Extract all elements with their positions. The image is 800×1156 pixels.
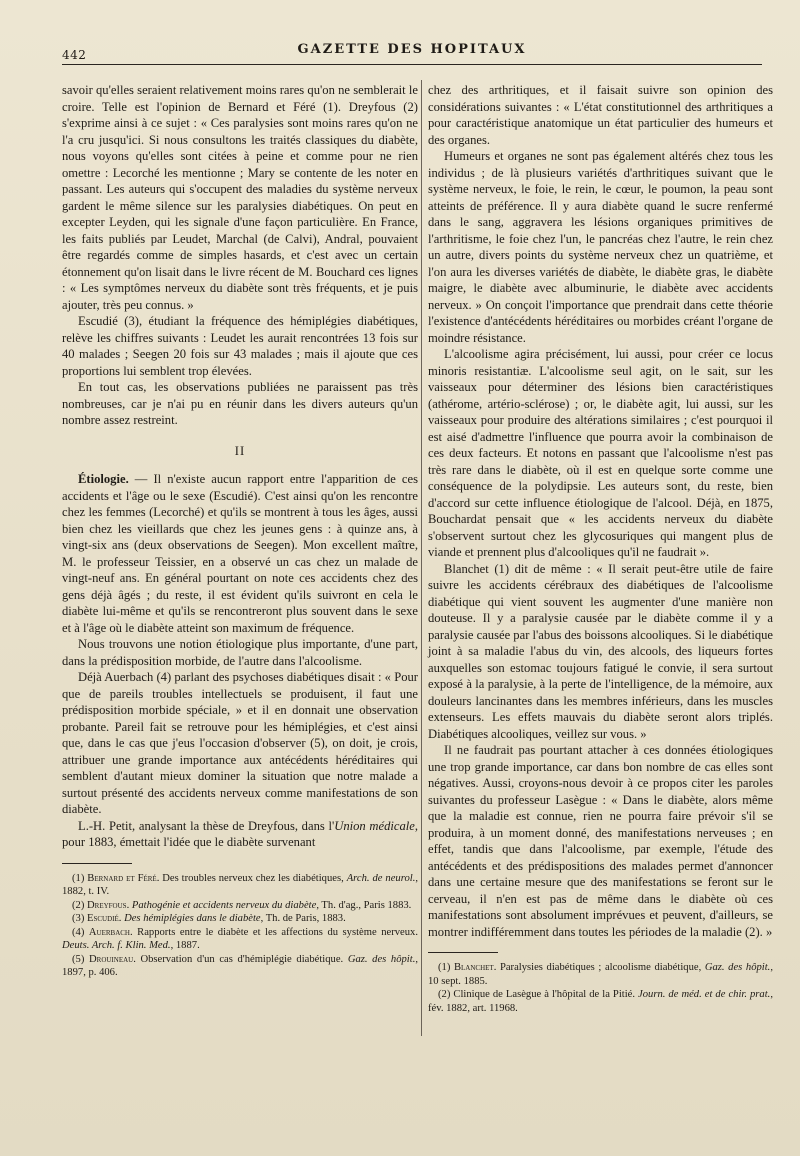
footnote: (5) Drouineau. Observation d'un cas d'hémiplégie diabétique. Gaz. des hôpit., 1897, p. 406. bbox=[62, 953, 418, 978]
section-heading: Étiologie. bbox=[78, 472, 129, 486]
paragraph bbox=[62, 471, 418, 636]
column-divider bbox=[421, 80, 422, 1036]
footnotes bbox=[62, 872, 418, 980]
journal-title: GAZETTE DES HOPITAUX bbox=[297, 42, 527, 57]
paragraph: Blanchet (1) dit de même : « Il serait peut-être utile de faire suivre les accidents cérébraux des diabétiques de l'alcoolisme diabétique qui vient souvent les augmenter d'une manière non douteuse. Il y a paralysie causée par le diabète comme il y a paralysie causée par l'abus des boissons alcooliques. Si le diabétique joint à sa maladie l'abus du vin, des alcools, des liqueurs fortes auxquelles son estomac toujours fatigué le convie, il sera surtout exposé à la paralysie, à la perte de l'intelligence, de la mémoire, aux douleurs lancinantes dans les membres inférieurs, dans les muscles extenseurs. Les effets mauvais du diabète seront alors triplés. Diabétiques alcooliques, veillez sur vous. » bbox=[428, 561, 774, 741]
paragraph: Escudié (3), étudiant la fréquence des hémiplégies diabétiques, relève les chiffres suivants : Leudet les aurait rencontrées 13 fois sur 40 malades ; Seegen 20 fois sur 43 malades ; mais il ajoute que ces proportions lui semblent trop élevées. bbox=[62, 314, 418, 378]
paragraph: Nous trouvons une notion étiologique plus importante, d'une part, dans la prédisposition morbide, de l'autre dans l'alcoolisme. bbox=[62, 637, 418, 668]
paragraph: L'alcoolisme agira précisément, lui aussi, pour créer ce locus minoris resistantiæ. L'alcoolisme seul agit, on le sait, sur les vaisseaux pour déterminer des lésions bien caractéristiques (athérome, artério-sclérose) ; or, le diabète agit, lui aussi, sur les vaisseaux pour produire des altérations similaires ; c'est pourquoi il est aisé d'admettre l'influence que pourra avoir la combinaison de ces deux facteurs. Et notons en passant que l'alcoolisme n'est pas très rare dans le diabète, où il est en quelque sorte comme une conséquence de la polydipsie. Les auteurs sont, du reste, bien d'accord sur cette influence étiologique de l'alcool. Déjà, en 1875, Bouchardat pensait que « les accidents nerveux du diabète s'observent surtout chez les glycosuriques qui mangent plus de viande et prennent plus d'alcooliques qu'il ne faudrait ». bbox=[428, 347, 773, 559]
footnote: (2) Clinique de Lasègue à l'hôpital de la Pitié. Journ. de méd. et de chir. prat., fév. 1882, art. 11968. bbox=[428, 989, 773, 1014]
page-header bbox=[62, 40, 762, 65]
right-column bbox=[428, 82, 773, 1136]
footnote: (3) Escudié. Des hémiplégies dans le diabète, Th. de Paris, 1883. bbox=[72, 913, 346, 924]
footnotes bbox=[428, 961, 773, 1015]
paragraph: Il ne faudrait pas pourtant attacher à ces données étiologiques une trop grande importance, car dans bon nombre de cas elles sont négatives. Aussi, croyons-nous devoir à ce propos citer les paroles suivantes du professeur Lasègue : « Dans le diabète, alors même que la maladie est connue, rien ne pourra faire prévoir s'il se produira, à un moment donné, des manifestations nerveuses ; en effet, tandis que dans l'alcoolisme, par exemple, l'étude des antécédents et des prédispositions des malades permet d'annoncer dans une certaine mesure que des manifestations se feront sur le cerveau, il n'en est pas de même dans le diabète où ces manifestations sont absolument imprévues et peuvent, d'ailleurs, se montrer indifféremment dans toutes les périodes de la maladie (2). » bbox=[428, 743, 773, 939]
paragraph-text: L.-H. Petit, analysant la thèse de Dreyfous, dans l' bbox=[78, 818, 335, 833]
footnote-separator bbox=[62, 863, 132, 864]
footnote: (4) Auerbach. Rapports entre le diabète et les affections du système nerveux. Deuts. Arch. f. Klin. Med., 1887. bbox=[62, 926, 418, 951]
footnote: (2) Dreyfous. Pathogénie et accidents nerveux du diabète, Th. d'ag., Paris 1883. bbox=[72, 899, 412, 911]
journal-reference: Union médicale bbox=[334, 818, 415, 833]
paragraph-text: — Il n'existe aucun rapport entre l'apparition de ces accidents et l'âge ou le sexe (Escudié). C'est ainsi qu'on les rencontre chez les femmes (Lecorché) et qu'ils se montrent à tous les âges, aussi bien chez les vieillards que chez les jeunes gens : à quinze ans, à vingt-six ans (deux observations de Seegen). Mon excellent maître, M. le professeur Teissier, en a observé un cas chez un malade de vingt-neuf ans. En général pourtant on note ces accidents chez des gens déjà âgés ; du reste, il est évident qu'ils suivront en cela le diabète lui-même et qu'ils se rencontreront plus souvent dans le sexe et à l'âge où le diabète atteint son maximum de fréquence. bbox=[62, 472, 418, 635]
section-number: II bbox=[234, 443, 246, 458]
paragraph-text: , pour 1883, émettait l'idée que le diabète survenant bbox=[62, 818, 418, 849]
paragraph: En tout cas, les observations publiées ne paraissent pas très nombreuses, car je n'ai pu en réunir dans les divers auteurs qu'un nombre assez restreint. bbox=[62, 380, 418, 427]
footnote-separator bbox=[428, 952, 498, 953]
footnote: (1) Blanchet. Paralysies diabétiques ; alcoolisme diabétique, Gaz. des hôpit., 10 sept. 1885. bbox=[428, 962, 773, 987]
paragraph bbox=[62, 818, 418, 851]
footnote: (1) Bernard et Féré. Des troubles nerveux chez les diabétiques, Arch. de neurol., 1882, t. IV. bbox=[62, 872, 418, 897]
paragraph: Déjà Auerbach (4) parlant des psychoses diabétiques disait : « Pour que de pareils troubles intellectuels se produisent, il faut une prédisposition morbide spéciale, » et il en donnait une observation probante. Pareil fait se retrouve pour les hémiplégies, et c'est ainsi que, dans le cas que j'eus l'occasion d'observer (5), on doit, je crois, attribuer une grande importance aux antécédents héréditaires qui semblent d'autant mieux dominer la situation que notre malade a surtout présenté des accidents nerveux comme manifestations de son diabète. bbox=[62, 670, 418, 816]
left-column bbox=[62, 82, 418, 1136]
paragraph: Humeurs et organes ne sont pas également altérés chez tous les individus ; de là plusieurs variétés d'arthritiques suivant que le système nerveux, le foie, le rein, le cœur, le poumon, la peau sont atteints de préférence. Il y aura diabète quand le sucre renfermé dans le sang, aggravera les lésions organiques primitives de l'arthritisme, le foie chez l'un, le pancréas chez l'autre, le rein chez un autre, divers points du système nerveux chez un quatrième, et l'on aura les diverses variétés de diabète, le diabète gras, le diabète maigre, le diabète avec albuminurie, le diabète avec accidents nerveux. » On conçoit l'importance que prendrait dans cette théorie l'existence d'antécédents héréditaires ou morbides créant l'organe de moindre résistance. bbox=[428, 149, 773, 345]
page-number: 442 bbox=[62, 48, 87, 62]
paragraph: savoir qu'elles seraient relativement moins rares qu'on ne semblerait le croire. Telle est l'opinion de Bernard et Féré (1). Dreyfous (2) s'exprime ainsi à ce sujet : « Ces paralysies sont moins rares qu'on ne l'a cru jusqu'ici. Si nous consultons les traités classiques du diabète, nous voyons qu'elles sont citées à peine et comme pour ne rien omettre : Lecorché les mentionne ; Mary se contente de les noter en passant. Les auteurs qui s'occupent des maladies du système nerveux gardent le même silence sur les paralysies diabétiques. On peut en excepter Leyden, qui les signale d'une façon particulière. En France, les faits publiés par Leudet, Marchal (de Calvi), Andral, pouvaient être regardés comme de simples hasards, et c'est avec un certain étonnement qu'on lisait dans le livre récent de M. Bouchard ces lignes : « Les symptômes nerveux du diabète sont très fréquents, et je puis ajouter, très peu connus. » bbox=[62, 83, 418, 312]
paragraph: chez des arthritiques, et il faisait suivre son opinion des considérations suivantes : « L'état constitutionnel des arthritiques a pour caractéristique anatomique un état particulier des humeurs et des organes. bbox=[428, 83, 773, 147]
